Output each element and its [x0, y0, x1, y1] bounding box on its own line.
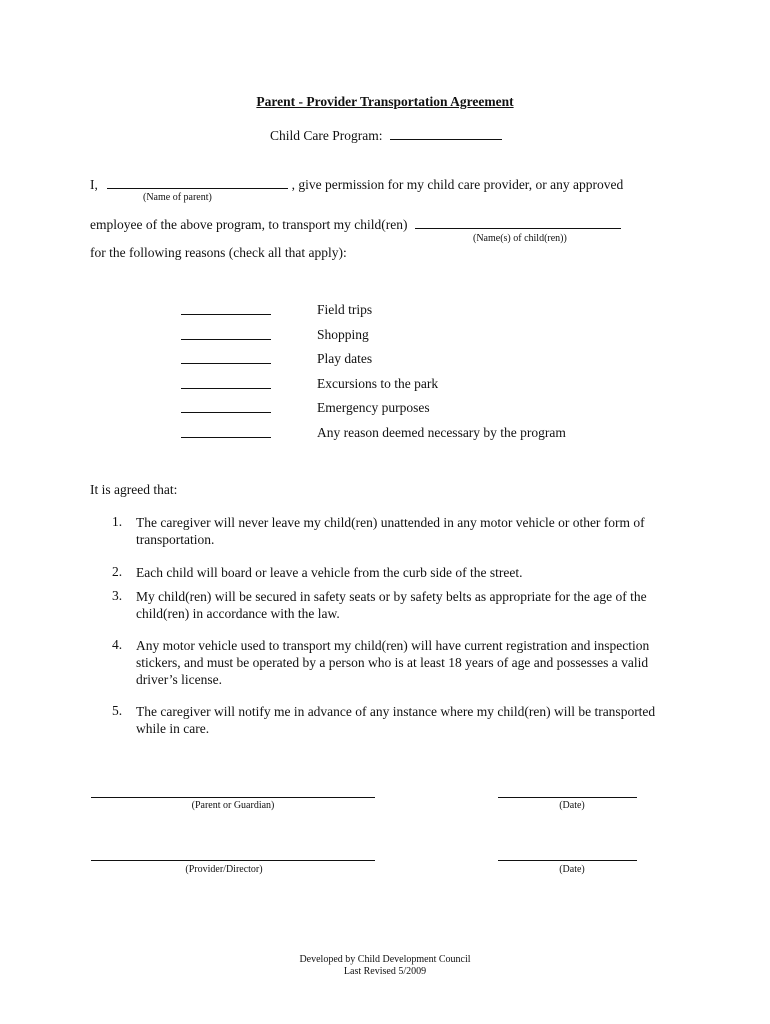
provider-date-line[interactable]	[498, 860, 637, 861]
reason-play-dates: Play dates	[317, 351, 373, 366]
reason-emergency: Emergency purposes	[317, 400, 430, 415]
condition-text: Any motor vehicle used to transport my child(ren) will have current registration and inspection stickers, and must be operated by a person who is at least 18 years of age and possesses a valid driver’s license.	[136, 638, 650, 687]
provider-date-caption: (Date)	[559, 864, 585, 875]
checkbox-line-park[interactable]	[181, 388, 271, 389]
condition-text: My child(ren) will be secured in safety seats or by safety belts as appropriate for the age of the child(ren) in accordance with the law.	[136, 589, 647, 621]
reason-shopping: Shopping	[317, 327, 369, 342]
reasons-intro: for the following reasons (check all that apply):	[90, 245, 347, 260]
permission-text: , give permission for my child care provider, or any approved	[291, 177, 624, 192]
agreed-intro: It is agreed that:	[90, 482, 178, 497]
program-name-field[interactable]	[390, 138, 502, 140]
parent-name-caption: (Name of parent)	[143, 192, 212, 203]
condition-text: The caregiver will never leave my child(ren) unattended in any motor vehicle or other form of transportation.	[136, 515, 645, 547]
reason-park: Excursions to the park	[317, 376, 439, 391]
provider-signature-caption: (Provider/Director)	[185, 864, 263, 875]
permission-prefix: I,	[90, 177, 98, 192]
checkbox-line-emergency[interactable]	[181, 412, 271, 413]
permission-row	[90, 177, 623, 193]
children-names-field[interactable]	[415, 227, 621, 229]
program-label: Child Care Program:	[270, 128, 383, 143]
condition-text: Each child will board or leave a vehicle from the curb side of the street.	[136, 565, 523, 580]
condition-text: The caregiver will notify me in advance of any instance where my child(ren) will be transported while in care.	[136, 704, 656, 736]
reason-field-trips: Field trips	[317, 302, 373, 317]
checkbox-line-play-dates[interactable]	[181, 363, 271, 364]
children-names-caption: (Name(s) of child(ren))	[473, 233, 567, 244]
condition-number: 3.	[112, 588, 123, 603]
parent-date-line[interactable]	[498, 797, 637, 798]
checkbox-line-field-trips[interactable]	[181, 314, 271, 315]
transport-text: employee of the above program, to transport my child(ren)	[90, 217, 408, 232]
condition-number: 5.	[112, 703, 123, 718]
reason-any-reason: Any reason deemed necessary by the program	[317, 425, 566, 440]
document-title: Parent - Provider Transportation Agreement	[256, 94, 514, 109]
checkbox-line-shopping[interactable]	[181, 339, 271, 340]
transport-row	[90, 217, 621, 233]
footer-revision: Last Revised 5/2009	[343, 966, 427, 977]
checkbox-line-any-reason[interactable]	[181, 437, 271, 438]
footer-credit: Developed by Child Development Council	[299, 954, 471, 965]
parent-name-field[interactable]	[107, 187, 288, 189]
parent-signature-caption: (Parent or Guardian)	[191, 800, 275, 811]
condition-number: 4.	[112, 637, 123, 652]
program-row	[270, 128, 502, 144]
parent-date-caption: (Date)	[559, 800, 585, 811]
condition-number: 2.	[112, 564, 123, 579]
provider-signature-line[interactable]	[91, 860, 375, 861]
condition-number: 1.	[112, 514, 123, 529]
parent-signature-line[interactable]	[91, 797, 375, 798]
